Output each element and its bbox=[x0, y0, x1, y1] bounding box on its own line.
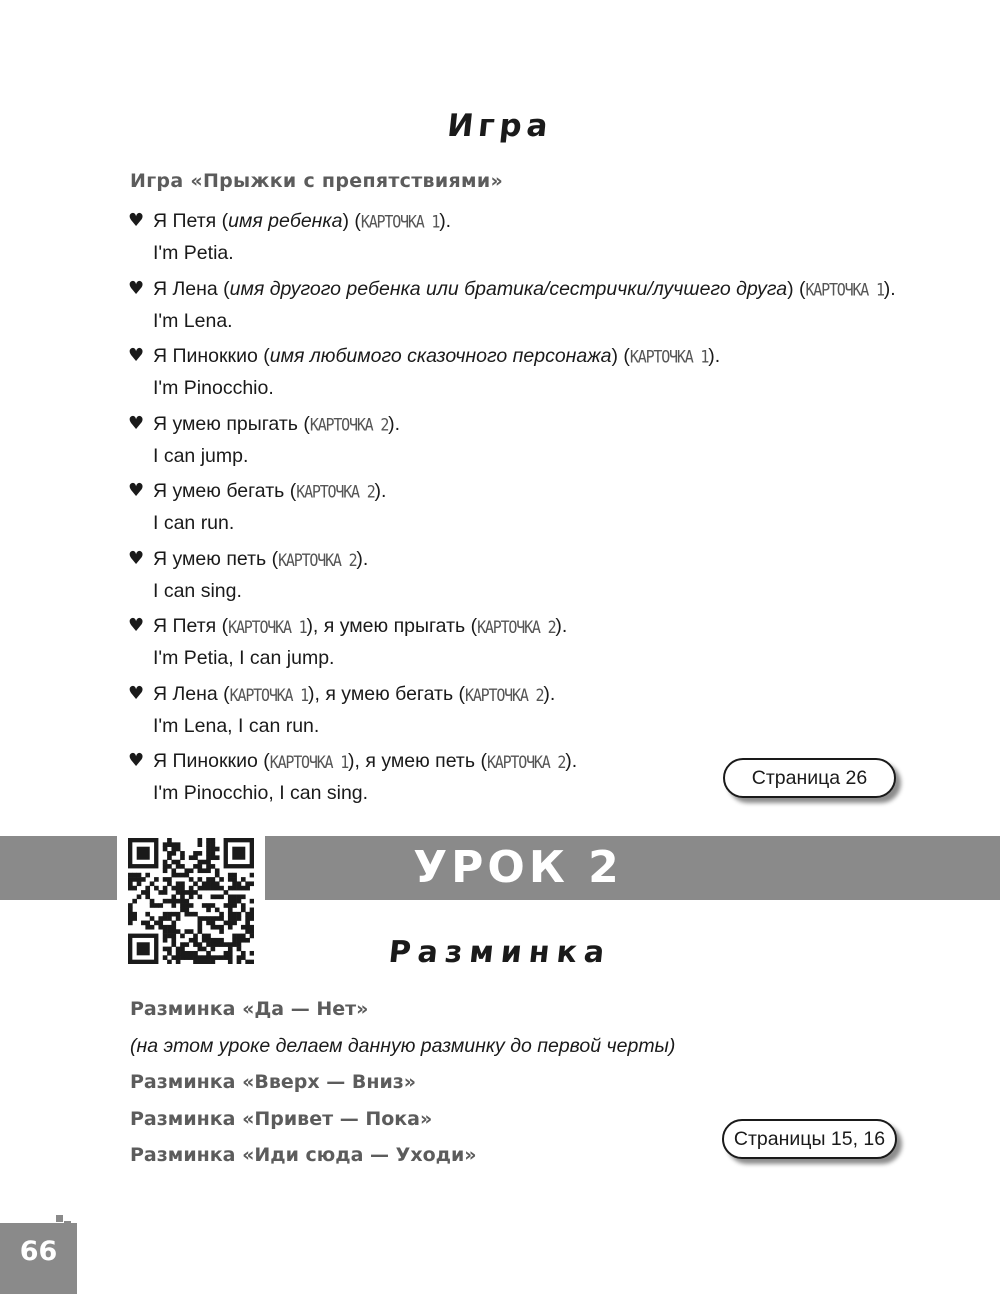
phrase-english: I'm Petia, I can jump. bbox=[153, 647, 335, 669]
card-reference: КАРТОЧКА 1 bbox=[805, 279, 884, 300]
card-reference: КАРТОЧКА 1 bbox=[229, 684, 308, 705]
lesson-band-left bbox=[0, 836, 117, 900]
phrase-english: I'm Lena. bbox=[153, 309, 233, 332]
phrase-item bbox=[128, 544, 918, 612]
heart-icon: ♥ bbox=[128, 682, 145, 704]
phrase-text: ), я умею петь ( bbox=[348, 750, 487, 772]
phrase-text: ). bbox=[543, 682, 556, 705]
phrase-hint: имя ребенка bbox=[228, 210, 343, 232]
phrase-hint: имя другого ребенка или братика/сестрички/лучшего друга bbox=[229, 277, 788, 300]
warmup-row bbox=[130, 1035, 675, 1072]
phrase-hint: имя любимого сказочного персонажа bbox=[269, 345, 612, 367]
phrase-item bbox=[128, 476, 918, 544]
phrase-english: I can jump. bbox=[153, 444, 249, 467]
phrase-english: I'm Lena, I can run. bbox=[153, 714, 320, 737]
phrase-russian bbox=[153, 683, 555, 706]
phrase-english: I can run. bbox=[153, 512, 235, 534]
warmup-title: Разминка «Иди сюда — Уходи» bbox=[130, 1144, 477, 1166]
phrase-text: ). bbox=[439, 210, 452, 232]
game-phrase-list bbox=[128, 206, 918, 814]
card-reference: КАРТОЧКА 1 bbox=[360, 211, 440, 233]
phrase-text: Я Петя ( bbox=[153, 615, 229, 637]
warmup-title: Разминка «Да — Нет» bbox=[130, 998, 369, 1020]
phrase-text: Я Лена ( bbox=[153, 682, 230, 705]
warmup-heading: Разминка bbox=[386, 935, 614, 970]
game-heading: Игра bbox=[445, 108, 555, 144]
phrase-text: Я Пиноккио ( bbox=[153, 345, 270, 367]
phrase-text: ) ( bbox=[611, 345, 630, 367]
phrase-item bbox=[128, 409, 918, 477]
phrase-text: Я умею прыгать ( bbox=[153, 412, 310, 435]
phrase-text: ). bbox=[388, 412, 401, 435]
heart-icon: ♥ bbox=[128, 615, 145, 636]
card-reference: КАРТОЧКА 2 bbox=[477, 616, 556, 638]
phrase-text: ), я умею прыгать ( bbox=[306, 615, 478, 637]
card-reference: КАРТОЧКА 2 bbox=[465, 684, 544, 705]
card-reference: КАРТОЧКА 2 bbox=[309, 414, 389, 435]
phrase-russian bbox=[153, 615, 567, 638]
phrase-russian bbox=[153, 345, 720, 368]
card-reference: КАРТОЧКА 1 bbox=[629, 346, 709, 368]
page-reference-badge: Страницы 15, 16 bbox=[722, 1119, 897, 1159]
heart-icon: ♥ bbox=[128, 345, 145, 366]
phrase-text: Я Петя ( bbox=[153, 210, 229, 232]
phrase-text: Я Лена ( bbox=[153, 277, 230, 300]
page-corner-decoration bbox=[56, 1215, 63, 1222]
warmup-note: (на этом уроке делаем данную разминку до первой черты) bbox=[130, 1034, 676, 1057]
warmup-row bbox=[130, 1108, 675, 1145]
phrase-text: Я умею петь ( bbox=[153, 547, 279, 570]
warmup-title: Разминка «Привет — Пока» bbox=[130, 1107, 433, 1130]
phrase-text: ). bbox=[356, 547, 369, 570]
heart-icon: ♥ bbox=[128, 750, 145, 771]
warmup-row bbox=[130, 1071, 675, 1108]
phrase-russian bbox=[153, 413, 400, 436]
phrase-text: ). bbox=[374, 480, 387, 502]
heart-icon: ♥ bbox=[128, 277, 145, 299]
card-reference: КАРТОЧКА 2 bbox=[486, 751, 566, 773]
heart-icon: ♥ bbox=[128, 412, 145, 434]
phrase-text: ). bbox=[565, 750, 578, 772]
card-reference: КАРТОЧКА 2 bbox=[278, 549, 357, 570]
phrase-item bbox=[128, 679, 918, 747]
page-reference-badge: Страница 26 bbox=[723, 758, 896, 798]
phrase-item bbox=[128, 341, 918, 409]
warmup-title: Разминка «Вверх — Вниз» bbox=[130, 1071, 417, 1093]
phrase-english: I'm Petia. bbox=[153, 242, 234, 264]
game-subtitle: Игра «Прыжки с препятствиями» bbox=[130, 170, 504, 192]
phrase-russian bbox=[153, 750, 577, 773]
phrase-russian bbox=[153, 480, 386, 503]
phrase-text: Я Пиноккио ( bbox=[153, 750, 270, 772]
phrase-text: ). bbox=[708, 345, 721, 367]
phrase-item bbox=[128, 206, 918, 274]
page-number: 66 bbox=[19, 1236, 58, 1267]
warmup-list bbox=[130, 998, 675, 1181]
phrase-russian bbox=[153, 548, 368, 571]
heart-icon: ♥ bbox=[128, 210, 145, 231]
phrase-text: ) ( bbox=[342, 210, 361, 232]
phrase-russian bbox=[153, 210, 451, 233]
page-corner-decoration bbox=[64, 1221, 71, 1228]
warmup-row bbox=[130, 998, 675, 1035]
phrase-item bbox=[128, 611, 918, 679]
phrase-russian bbox=[153, 278, 896, 301]
phrase-text: ) ( bbox=[787, 277, 806, 300]
phrase-text: Я умею бегать ( bbox=[153, 480, 297, 502]
card-reference: КАРТОЧКА 1 bbox=[269, 751, 349, 773]
heart-icon: ♥ bbox=[128, 480, 145, 501]
phrase-text: ). bbox=[555, 615, 568, 637]
phrase-text: ), я умею бегать ( bbox=[307, 682, 466, 705]
card-reference: КАРТОЧКА 1 bbox=[228, 616, 307, 638]
warmup-row bbox=[130, 1144, 675, 1181]
phrase-english: I'm Pinocchio. bbox=[153, 377, 274, 399]
phrase-english: I'm Pinocchio, I can sing. bbox=[153, 782, 369, 804]
heart-icon: ♥ bbox=[128, 547, 145, 569]
phrase-english: I can sing. bbox=[153, 579, 242, 602]
lesson-title: УРОК 2 bbox=[413, 842, 623, 893]
phrase-text: ). bbox=[883, 277, 896, 300]
phrase-item bbox=[128, 274, 918, 342]
card-reference: КАРТОЧКА 2 bbox=[296, 481, 375, 503]
